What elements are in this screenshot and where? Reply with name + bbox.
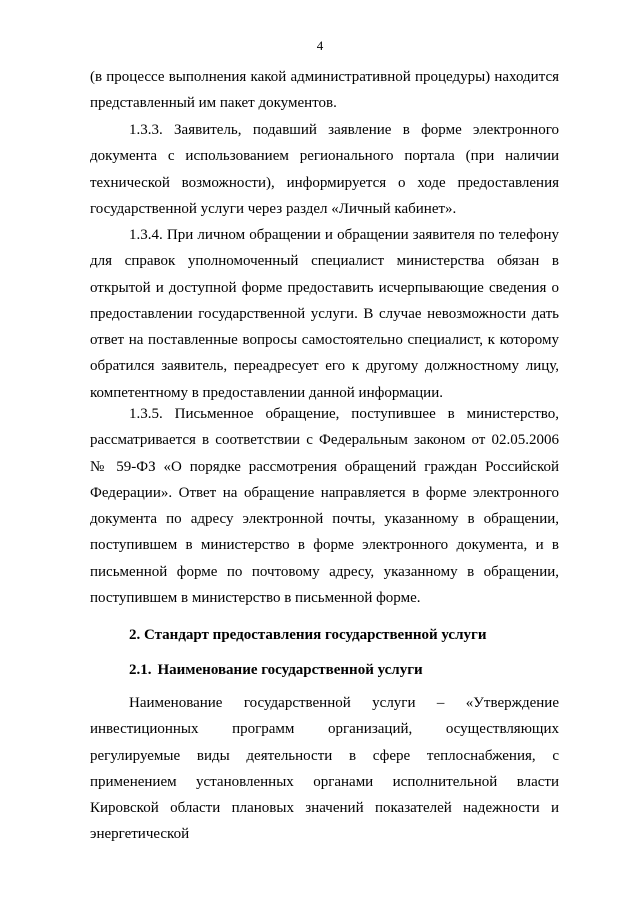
section-heading: 2. Стандарт предоставления государственной услуги — [129, 627, 487, 643]
paragraph-1-3-5: 1.3.5. Письменное обращение, поступившее в министерство, рассматривается в соответствии с Федеральным законом от 02.05.2006 № 59-ФЗ «О порядке рассмотрения обращений граждан Российской Федерации». Ответ на обращение направляется в форме электронного документа по адресу электронной почты, указанному в обращении, поступившем в министерство в форме электронного документа, и в письменной форме по почтовому адресу, указанному в обращении, поступившем в министерство в письменной форме. — [90, 406, 559, 607]
page-number: 4 — [316, 38, 324, 53]
paragraph-1-3-3: 1.3.3. Заявитель, подавший заявление в форме электронного документа с использованием регионального портала (при наличии технической возможности), информируется о ходе предоставления государственной услуги через раздел «Личный кабинет». — [90, 122, 559, 217]
paragraph-1: (в процессе выполнения какой административной процедуры) находится представленный им пакет документов. — [90, 69, 559, 112]
paragraph-1-3-4: 1.3.4. При личном обращении и обращении заявителя по телефону для справок уполномоченный специалист министерства обязан в открытой и доступной форме предоставить исчерпывающие сведения о предоставлении государственной услуги. В случае невозможности дать ответ на поставленные вопросы самостоятельно специалист, к которому обратился заявитель, переадресует его к другому должностному лицу, компетентному в предоставлении данной информации. — [90, 227, 559, 401]
subsection-heading — [129, 660, 423, 680]
paragraph-2-1-body: Наименование государственной услуги – «Утверждение инвестиционных программ организаций, осуществляющих регулируемые виды деятельности в сфере теплоснабжения, с применением установленных органами исполнительной власти Кировской области плановых значений показателей надежности и энергетической — [90, 695, 559, 843]
subsection-title: Наименование государственной услуги — [157, 662, 423, 678]
subsection-number: 2.1. — [129, 662, 152, 678]
